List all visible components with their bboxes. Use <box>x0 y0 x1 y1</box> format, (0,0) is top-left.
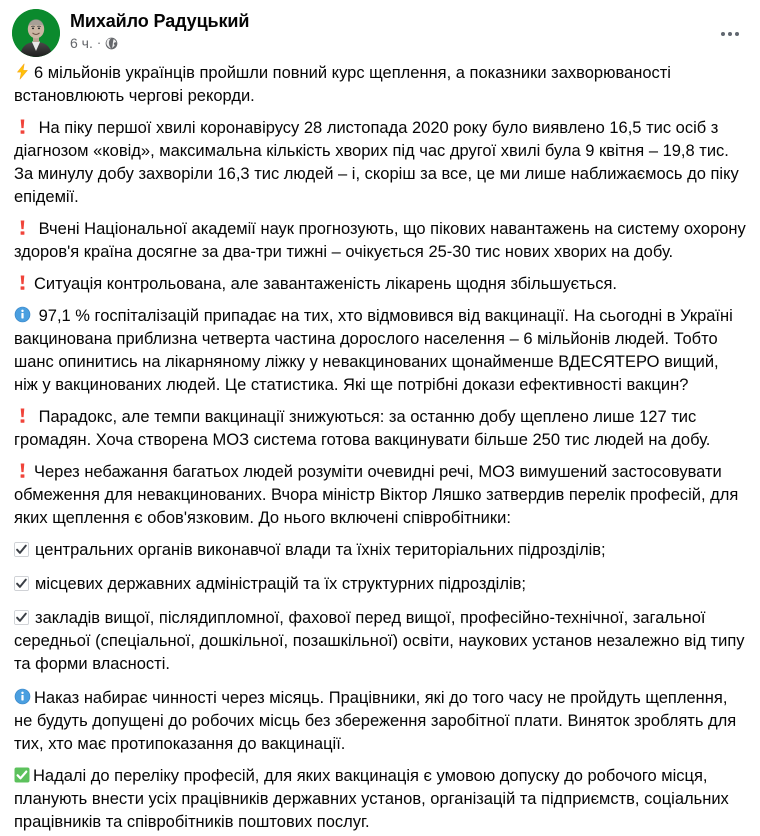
green-check-emoji <box>14 767 30 783</box>
red-exclamation-emoji <box>14 274 31 291</box>
information-emoji <box>14 306 31 323</box>
ellipsis-icon <box>721 32 739 36</box>
paragraph-text: Вчені Національної академії наук прогнозують, що пікових навантажень на систему охорону здоров'я країна досягне за два-три тижні – очікується 25-30 тис нових хворих на добу. <box>14 220 746 261</box>
check-mark-emoji <box>14 610 29 625</box>
post-paragraph <box>14 461 746 530</box>
information-emoji <box>14 688 31 705</box>
red-exclamation-emoji <box>14 219 31 236</box>
post-paragraph <box>14 218 746 264</box>
list-item-text: закладів вищої, післядипломної, фахової перед вищої, професійно-технічної, загальної середньої (спеціальної, дошкільної, позашкільної) освіти, наукових установ незалежно від типу та форми власності. <box>14 609 745 673</box>
list-item <box>14 539 746 562</box>
check-mark-emoji <box>14 576 29 591</box>
list-item-text: центральних органів виконавчої влади та їхніх територіальних підрозділів; <box>35 541 606 559</box>
list-item <box>14 607 746 676</box>
post-paragraph <box>14 62 746 108</box>
post-meta <box>70 35 249 51</box>
post-paragraph <box>14 406 746 452</box>
high-voltage-emoji <box>14 63 31 80</box>
red-exclamation-emoji <box>14 118 31 135</box>
paragraph-text: 6 мільйонів українців пройшли повний курс щеплення, а показники захворюваності встановлюють чергові рекорди. <box>14 64 671 105</box>
post-paragraph <box>14 305 746 397</box>
post-header-text <box>70 9 249 51</box>
paragraph-text: Парадокс, але темпи вакцинації знижуються: за останню добу щеплено лише 127 тис громадян. Хоча створена МОЗ система готова вакцинувати більше 250 тис людей на добу. <box>14 408 711 449</box>
post-paragraph <box>14 273 746 296</box>
post-paragraph <box>14 765 746 834</box>
post-header <box>0 0 760 56</box>
paragraph-text: На піку першої хвилі коронавірусу 28 листопада 2020 року було виявлено 16,5 тис осіб з діагнозом «ковід», максимальна кількість хворих під час другої хвилі була 9 квітня – 19,8 тис. За минулу добу захворіли 16,3 тис людей – і, скоріш за все, це ми лише наближаємось до піку епідемії. <box>14 119 739 206</box>
paragraph-text: Надалі до переліку професій, для яких вакцинація є умовою допуску до робочого місця, планують внести усіх працівників державних установ, організацій та підприємств, соціальних працівників та співробітників поштових послуг. <box>14 767 729 831</box>
list-item-text: місцевих державних адміністрацій та їх структурних підрозділів; <box>35 575 526 593</box>
globe-icon[interactable] <box>105 37 118 50</box>
list-item <box>14 573 746 596</box>
avatar[interactable] <box>12 9 60 57</box>
meta-separator: · <box>96 35 102 50</box>
post-paragraph <box>14 687 746 756</box>
post-paragraph <box>14 117 746 209</box>
author-name[interactable]: Михайло Радуцький <box>70 11 250 31</box>
paragraph-text: Ситуація контрольована, але завантаженість лікарень щодня збільшується. <box>34 275 618 293</box>
paragraph-text: Через небажання багатьох людей розуміти очевидні речі, МОЗ вимушений застосовувати обмеження для невакцинованих. Вчора міністр Віктор Ляшко затвердив перелік професій, для яких щеплення є обов'язковим. До нього включені співробітники: <box>14 463 739 527</box>
post-timestamp[interactable]: 6 ч. <box>70 35 93 51</box>
post-options-button[interactable] <box>714 18 746 50</box>
post-body <box>0 56 760 834</box>
paragraph-text: Наказ набирає чинності через місяць. Працівники, які до того часу не пройдуть щеплення, не будуть допущені до робочих місць без збереження заробітної плати. Виняток зроблять для тих, хто має протипоказання до вакцинації. <box>14 689 737 753</box>
red-exclamation-emoji <box>14 407 31 424</box>
check-mark-emoji <box>14 542 29 557</box>
paragraph-text: 97,1 % госпіталізацій припадає на тих, хто відмовився від вакцинації. На сьогодні в Україні вакцинована приблизна четверта частина дорослого населення – 6 мільйонів людей. Тобто шанс опинитись на лікарняному ліжку у невакцинованих щонайменше ВДЕСЯТЕРО вищий, ніж у вакцинованих людей. Це статистика. Які ще потрібні докази ефективності вакцин? <box>14 307 733 394</box>
red-exclamation-emoji <box>14 462 31 479</box>
